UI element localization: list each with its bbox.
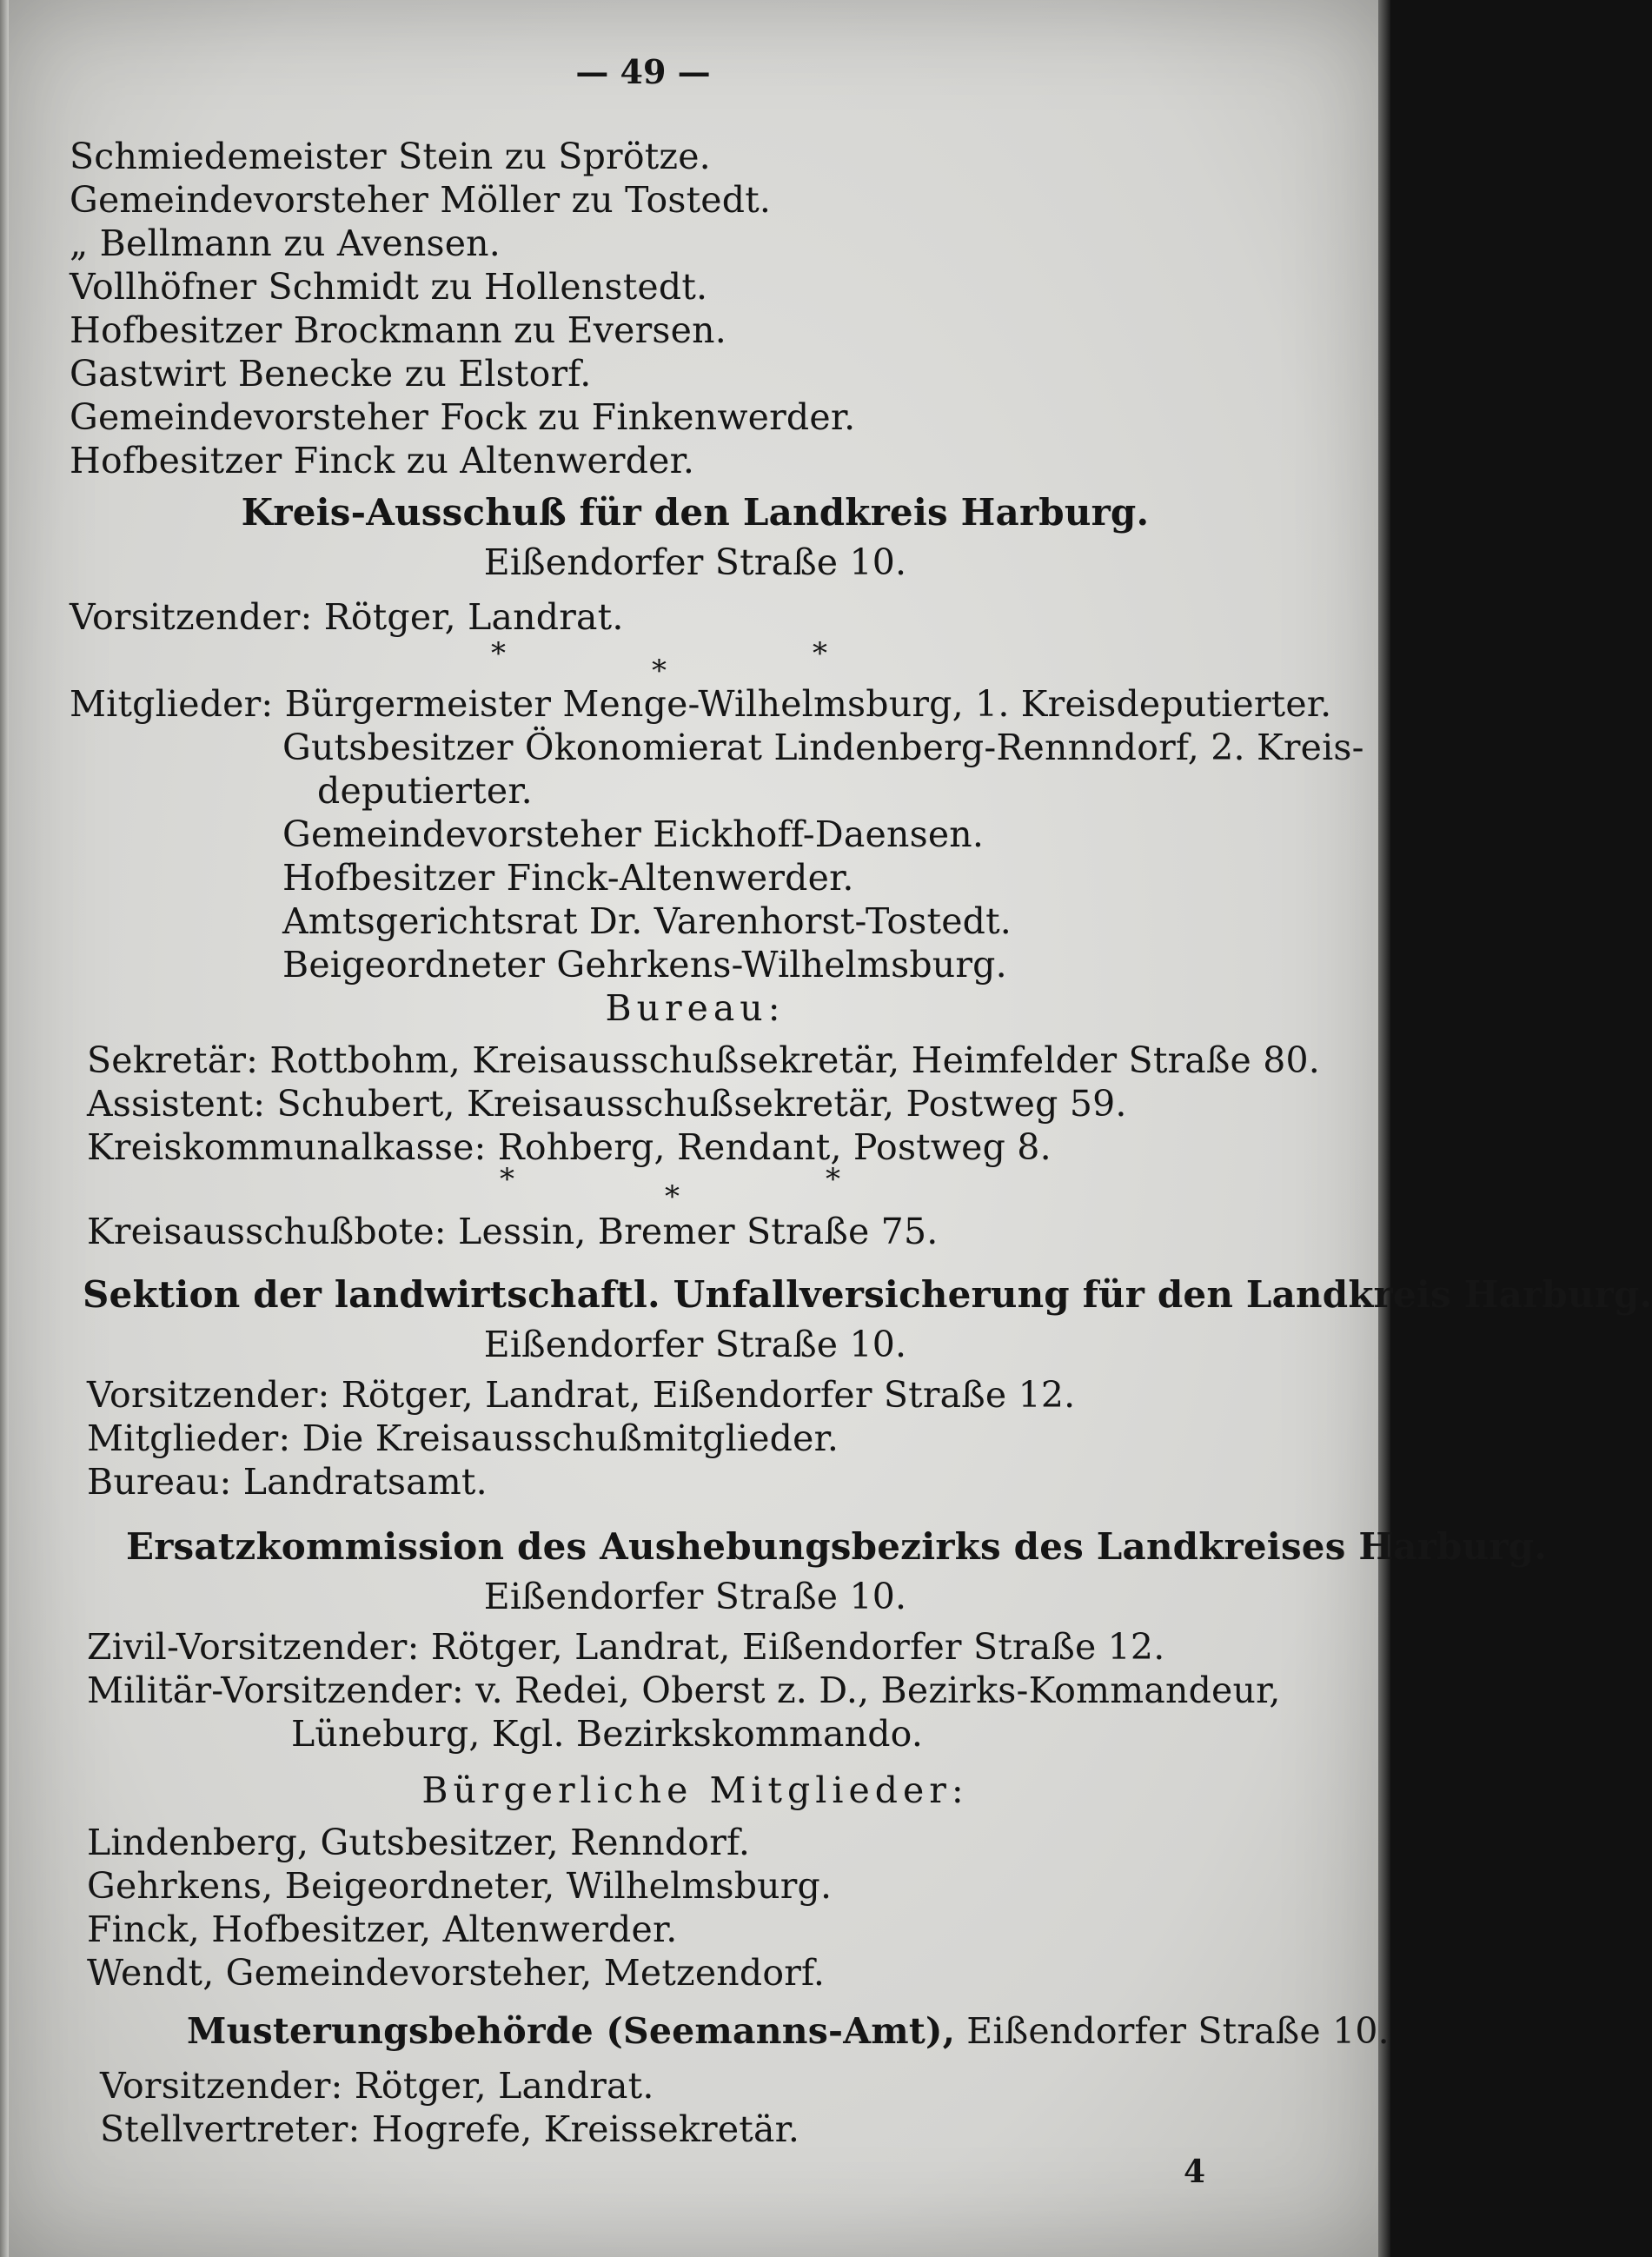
musterung-line: Vorsitzender: Rötger, Landrat. [100, 2065, 654, 2107]
section-heading-musterung: Musterungsbehörde (Seemanns-Amt), [187, 2010, 956, 2052]
ersatz-line: Lüneburg, Kgl. Bezirkskommando. [291, 1713, 924, 1755]
citizens-heading: Bürgerliche Mitglieder: [421, 1769, 969, 1811]
section-address: Eißendorfer Straße 10. [966, 2010, 1390, 2052]
star-separator: * [813, 636, 827, 671]
citizen-line: Lindenberg, Gutsbesitzer, Renndorf. [87, 1822, 751, 1863]
list-item: Gemeindevorsteher Fock zu Finkenwerder. [70, 396, 856, 438]
section-address: Eißendorfer Straße 10. [483, 541, 907, 583]
signature-mark: 4 [1184, 2154, 1206, 2190]
members-line: Hofbesitzer Finck-Altenwerder. [282, 857, 854, 899]
list-item: Schmiedemeister Stein zu Sprötze. [70, 136, 711, 177]
page-number: — 49 — [575, 52, 711, 91]
musterung-heading-row [187, 2009, 1390, 2053]
ersatz-line: Militär-Vorsitzender: v. Redei, Oberst z. D., Bezirks-Kommandeur, [87, 1670, 1281, 1711]
star-separator: * [652, 654, 667, 688]
bureau-line: Sekretär: Rottbohm, Kreisausschußsekretär, Heimfelder Straße 80. [87, 1039, 1321, 1081]
star-separator: * [491, 636, 506, 671]
list-item: „ Bellmann zu Avensen. [70, 222, 501, 264]
members-line: Gemeindevorsteher Eickhoff-Daensen. [282, 813, 985, 855]
sektion-line: Mitglieder: Die Kreisausschußmitglieder. [87, 1417, 839, 1459]
members-line: Beigeordneter Gehrkens-Wilhelmsburg. [282, 944, 1007, 986]
list-item: Hofbesitzer Brockmann zu Eversen. [70, 309, 726, 351]
ersatz-line: Zivil-Vorsitzender: Rötger, Landrat, Eißendorfer Straße 12. [87, 1626, 1165, 1668]
list-item: Gemeindevorsteher Möller zu Tostedt. [70, 179, 772, 221]
members-line: Mitglieder: Bürgermeister Menge-Wilhelmsburg, 1. Kreisdeputierter. [70, 683, 1332, 725]
sektion-line: Bureau: Landratsamt. [87, 1461, 488, 1503]
star-separator: * [826, 1162, 840, 1197]
citizen-line: Finck, Hofbesitzer, Altenwerder. [87, 1908, 678, 1950]
musterung-line: Stellvertreter: Hogrefe, Kreissekretär. [100, 2108, 800, 2150]
bureau-line: Kreiskommunalkasse: Rohberg, Rendant, Postweg 8. [87, 1126, 1052, 1168]
members-line: Gutsbesitzer Ökonomierat Lindenberg-Rennndorf, 2. Kreis- [282, 727, 1364, 768]
list-item: Hofbesitzer Finck zu Altenwerder. [70, 440, 695, 481]
bureau-heading: Bureau: [605, 987, 786, 1029]
chair-line: Vorsitzender: Rötger, Landrat. [70, 596, 624, 638]
citizen-line: Wendt, Gemeindevorsteher, Metzendorf. [87, 1952, 826, 1994]
members-line: Amtsgerichtsrat Dr. Varenhorst-Tostedt. [282, 900, 1012, 942]
star-separator: * [665, 1179, 680, 1214]
list-item: Gastwirt Benecke zu Elstorf. [70, 353, 592, 395]
section-address: Eißendorfer Straße 10. [483, 1576, 907, 1617]
star-separator: * [500, 1162, 514, 1197]
section-heading-ersatz: Ersatzkommission des Aushebungsbezirks des Landkreises Harburg. [126, 1525, 1548, 1568]
members-line: deputierter. [317, 770, 533, 812]
page-edge-left [0, 0, 9, 2257]
page-edge-right [1378, 0, 1390, 2257]
bureau-line: Assistent: Schubert, Kreisausschußsekretär, Postweg 59. [87, 1083, 1127, 1125]
section-heading-kreisausschuss: Kreis-Ausschuß für den Landkreis Harburg. [241, 491, 1150, 534]
citizen-line: Gehrkens, Beigeordneter, Wilhelmsburg. [87, 1865, 833, 1907]
sektion-line: Vorsitzender: Rötger, Landrat, Eißendorfer Straße 12. [87, 1374, 1076, 1416]
messenger-line: Kreisausschußbote: Lessin, Bremer Straße 75. [87, 1211, 939, 1252]
section-heading-sektion: Sektion der landwirtschaftl. Unfallversicherung für den Landkreis Harburg. [83, 1273, 1652, 1316]
list-item: Vollhöfner Schmidt zu Hollenstedt. [70, 266, 708, 308]
section-address: Eißendorfer Straße 10. [483, 1324, 907, 1365]
